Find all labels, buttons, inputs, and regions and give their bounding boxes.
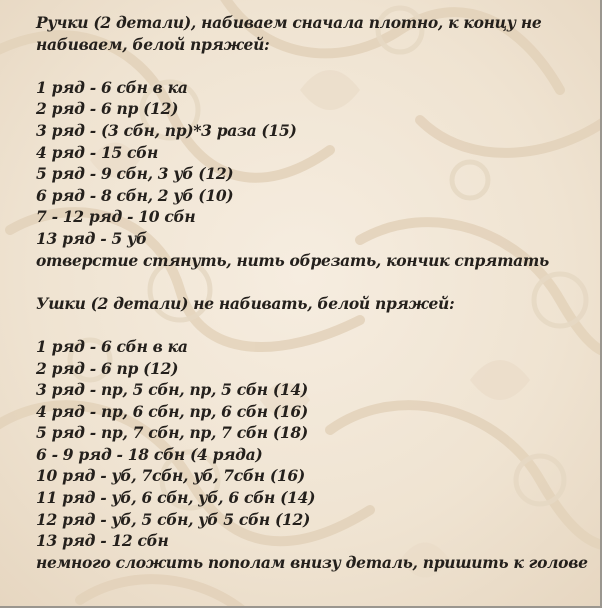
row-line: 4 ряд - 15 сбн (36, 142, 159, 162)
instruction-line: немного сложить пополам внизу деталь, пришить к голове (36, 552, 588, 572)
row-line: 11 ряд - уб, 6 сбн, уб, 6 сбн (14) (36, 488, 316, 508)
section-heading-ears: Ушки (2 детали) не набивать, белой пряжей: (36, 293, 455, 313)
instruction-line: отверстие стянуть, нить обрезать, кончик спрятать (36, 250, 549, 270)
row-line: 7 - 12 ряд - 10 сбн (36, 207, 196, 227)
row-line: 4 ряд - пр, 6 сбн, пр, 6 сбн (16) (36, 401, 308, 421)
blank-line (36, 271, 592, 293)
row-line: 12 ряд - уб, 5 сбн, уб 5 сбн (12) (36, 509, 311, 529)
row-line: 5 ряд - пр, 7 сбн, пр, 7 сбн (18) (36, 423, 308, 443)
row-line: 6 ряд - 8 сбн, 2 уб (10) (36, 185, 234, 205)
row-line: 5 ряд - 9 сбн, 3 уб (12) (36, 164, 234, 184)
row-line: 2 ряд - 6 пр (12) (36, 358, 179, 378)
row-line: 1 ряд - 6 сбн в ка (36, 336, 188, 356)
row-line: 6 - 9 ряд - 18 сбн (4 ряда) (36, 444, 263, 464)
blank-line (36, 314, 592, 336)
pattern-text (36, 12, 592, 573)
row-line: 3 ряд - (3 сбн, пр)*3 раза (15) (36, 120, 297, 140)
row-line: 1 ряд - 6 сбн в ка (36, 77, 188, 97)
row-line: 13 ряд - 5 уб (36, 228, 147, 248)
row-line: 2 ряд - 6 пр (12) (36, 99, 179, 119)
blank-line (36, 55, 592, 77)
row-line: 10 ряд - уб, 7сбн, уб, 7сбн (16) (36, 466, 305, 486)
row-line: 13 ряд - 12 сбн (36, 531, 169, 551)
section-heading-handles: Ручки (2 детали), набиваем сначала плотно, к концу не набиваем, белой пряжей: (36, 13, 542, 54)
row-line: 3 ряд - пр, 5 сбн, пр, 5 сбн (14) (36, 380, 308, 400)
